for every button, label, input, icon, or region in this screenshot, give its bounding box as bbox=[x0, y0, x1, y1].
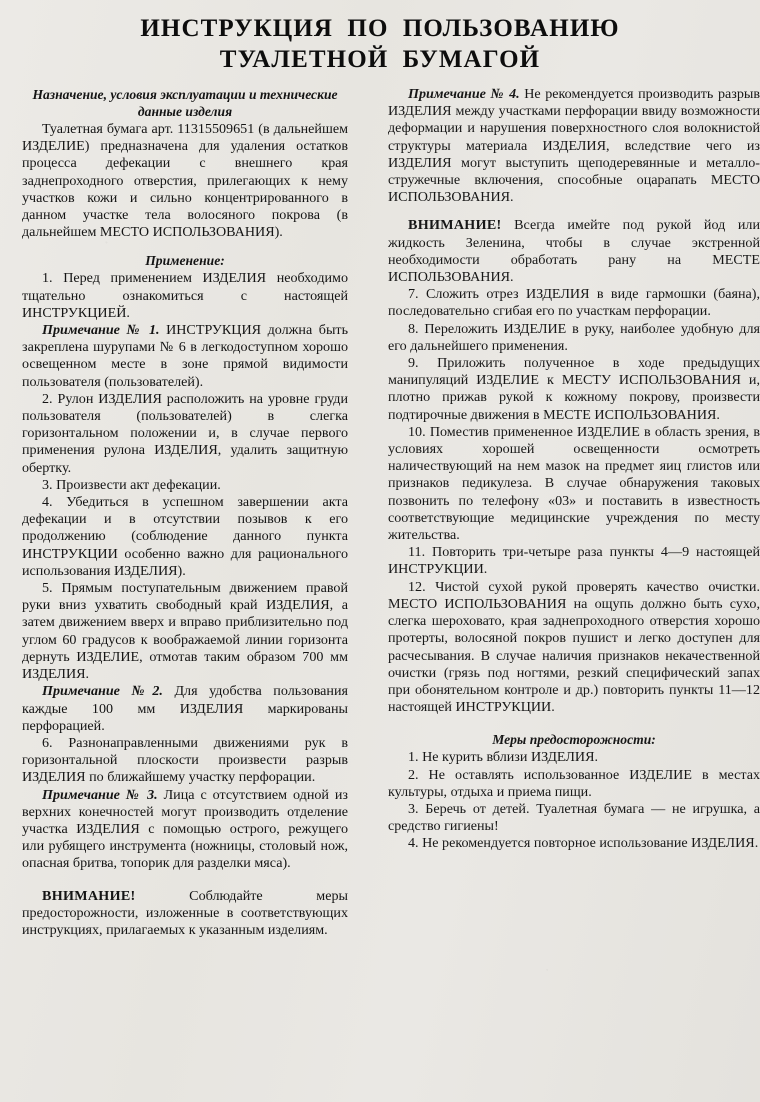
usage-item-1: 1. Перед применением ИЗДЕЛИЯ необходимо тщательно ознакомиться с настоящей ИНСТРУКЦИЕЙ. bbox=[22, 270, 348, 321]
note-1 bbox=[22, 322, 348, 391]
section-heading-usage: Применение: bbox=[145, 253, 225, 269]
page-title-line-2: ТУАЛЕТНОЙ БУМАГОЙ bbox=[219, 45, 541, 73]
attention-notice-1-text: Соблюдайте меры предосторожности, изложенные в соответствующих инструкциях, прилагаемых к указанным изделиям. bbox=[22, 887, 348, 938]
note-4-label: Примечание № 4. bbox=[408, 86, 520, 102]
section-heading-safety: Меры предосторожности: bbox=[492, 732, 656, 748]
usage-item-6: 6. Разнонаправленными движениями рук в горизонтальной плоскости произвести разрыв ИЗДЕЛИЯ по ближайшему участку перфорации. bbox=[22, 734, 348, 786]
safety-item-1: 1. Не курить вблизи ИЗДЕЛИЯ. bbox=[408, 749, 599, 766]
page-title-line-1: ИНСТРУКЦИЯ ПО ПОЛЬЗОВАНИЮ bbox=[140, 15, 620, 42]
usage-item-4: 4. Убедиться в успешном завершении акта дефекации и в отсутствии позывов к его продолжению (соблюдение данного пункта ИНСТРУКЦИИ особенно важно для рационального использования ИЗДЕЛИЯ). bbox=[22, 494, 348, 579]
usage-item-9: 9. Приложить полученное в ходе предыдущих манипуляций ИЗДЕЛИЕ к МЕСТУ ИСПОЛЬЗОВАНИЯ и, плотно прижав рукой к кожному покрову, произвести подтирочные движения в МЕСТЕ ИСПОЛЬЗОВАНИЯ. bbox=[388, 355, 760, 423]
usage-item-11: 11. Повторить три-четыре раза пункты 4—9 настоящей ИНСТРУКЦИИ. bbox=[388, 544, 760, 578]
note-2 bbox=[22, 683, 348, 735]
attention-notice-2 bbox=[388, 217, 760, 286]
note-4-text: Не рекомендуется производить разрыв ИЗДЕЛИЯ между участками перфорации ввиду возможности деформации и нарушения поверхностного слоя волокнистой структуры материала ИЗДЕЛИЯ, вследствие чего из ИЗДЕЛИЯ могут выступить щеподеревянные и металло-стружечные включения, способные оцарапать МЕСТО ИСПОЛЬЗОВАНИЯ. bbox=[388, 86, 760, 206]
note-4 bbox=[388, 86, 760, 206]
note-1-label: Примечание № 1. bbox=[42, 322, 160, 339]
body-columns bbox=[0, 86, 760, 939]
note-2-text: Для удобства пользования каждые 100 мм ИЗДЕЛИЯ маркированы перфорацией. bbox=[22, 683, 348, 734]
usage-item-5: 5. Прямым поступательным движением правой руки вниз ухватить свободный край ИЗДЕЛИЯ, а затем движением вверх и вправо приблизительно под углом 60 градусов к воображаемой линии горизонта дернуть ИЗДЕЛИЕ, отмотав таким образом 700 мм ИЗДЕЛИЯ. bbox=[22, 580, 348, 683]
attention-notice-2-text: Всегда имейте под рукой йод или жидкость Зеленина, чтобы в случае экстренной необходимости обработать рану на МЕСТЕ ИСПОЛЬЗОВАНИЯ. bbox=[388, 217, 760, 286]
section-heading-purpose: Назначение, условия эксплуатации и технические данные изделия bbox=[32, 87, 338, 119]
usage-item-10: 10. Поместив примененное ИЗДЕЛИЕ в область зрения, в условиях хорошей освещенности осмотреть наличествующий на нем мазок на предмет яиц глистов или признаков педикулеза. В случае обнаружения таковых позвонить по телефону «03» и поставить в известность соответствующие медицинские учреждения по месту жительства. bbox=[388, 423, 760, 544]
safety-item-3: 3. Беречь от детей. Туалетная бумага — не игрушка, а средство гигиены! bbox=[388, 800, 760, 835]
usage-item-12: 12. Чистой сухой рукой проверять качество очистки. МЕСТО ИСПОЛЬЗОВАНИЯ на ощупь должно быть сухо, слегка шероховато, края заднепроходного отверстия хорошо протерты, волосяной покров пушист и легко доступен для расчесывания. В случае наличия признаков некачественной очистки (грязь под ногтями, резкий специфический запах при обонятельном контроле и др.) повторить пункты 11—12 настоящей ИНСТРУКЦИИ. bbox=[388, 578, 760, 716]
attention-notice-1 bbox=[22, 888, 348, 940]
attention-notice-2-label: ВНИМАНИЕ! bbox=[408, 217, 502, 234]
note-3-text: Лица с отсутствием одной из верхних конечностей могут производить отделение участка ИЗДЕЛИЯ с помощью острого, режущего или рубящего инструмента (ножницы, столовый нож, опасная бритва, топорик для разделки мяса). bbox=[22, 786, 348, 872]
paragraph-intro: Туалетная бумага арт. 11315509651 (в дальнейшем ИЗДЕЛИЕ) предназначена для удаления остатков процесса дефекации с внешнего края заднепроходного отверстия, прилегающих к нему участков кожи и сильно концентрированного в данном участке тела волосяного покрова (в дальнейшем МЕСТО ИСПОЛЬЗОВАНИЯ). bbox=[22, 121, 348, 241]
usage-item-7: 7. Сложить отрез ИЗДЕЛИЯ в виде гармошки (баяна), последовательно сгибая его по участкам перфорации. bbox=[388, 286, 760, 320]
note-2-label: Примечание №2. bbox=[42, 683, 163, 700]
usage-item-8: 8. Переложить ИЗДЕЛИЕ в руку, наиболее удобную для его дальнейшего применения. bbox=[388, 320, 760, 354]
page-title bbox=[0, 0, 760, 75]
safety-item-4: 4. Не рекомендуется повторное использование ИЗДЕЛИЯ. bbox=[408, 835, 759, 852]
usage-item-2: 2. Рулон ИЗДЕЛИЯ расположить на уровне груди пользователя (пользователей) в слегка горизонтальном положении и, в случае первого применения рулона ИЗДЕЛИЯ, удалить защитную обертку. bbox=[22, 390, 348, 476]
note-3-label: Примечание № 3. bbox=[42, 786, 158, 803]
note-1-text: ИНСТРУКЦИЯ должна быть закреплена шурупами № 6 в легкодоступном хорошо освещенном месте в зоне прямой видимости пользователя (пользователей). bbox=[22, 322, 348, 390]
usage-item-3: 3. Произвести акт дефекации. bbox=[42, 476, 221, 493]
attention-notice-1-label: ВНИМАНИЕ! bbox=[42, 887, 136, 904]
note-3 bbox=[22, 787, 348, 873]
safety-item-2: 2. Не оставлять использованное ИЗДЕЛИЕ в местах культуры, отдыха и приема пищи. bbox=[388, 766, 760, 800]
left-column bbox=[0, 86, 370, 939]
right-column bbox=[370, 86, 760, 853]
